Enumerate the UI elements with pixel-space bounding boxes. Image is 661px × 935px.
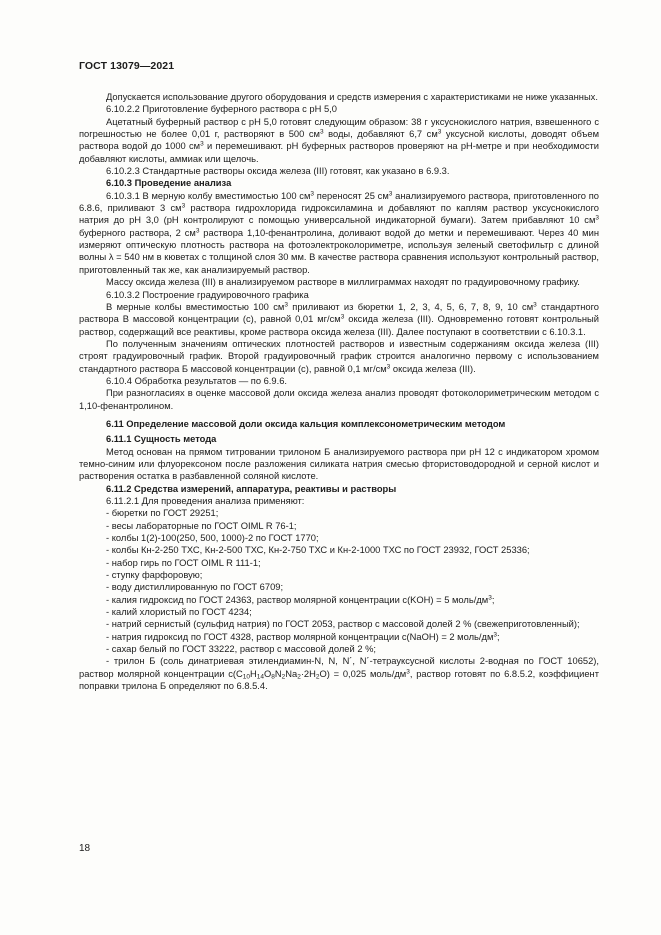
clause-6-11-2-1: 6.11.2.1 Для проведения анализа применяют:: [106, 496, 305, 506]
list-item: - калий хлористый по ГОСТ 4234;: [106, 607, 252, 618]
clause-6-10-2-3: 6.10.2.3 Стандартные растворы оксида железа (III) готовят, как указано в 6.9.3.: [106, 166, 450, 177]
paragraph: По полученным значениям оптических плотностей растворов и известным содержаниям оксида железа (III) строят градуировочный график. Второй градуировочный график строится аналогично первому с использованием стандартного раствора Б массовой концентрации (c), равной 0,1 $мг/см^3$ оксида железа (III).: [79, 338, 599, 374]
list-item: - натрий сернистый (сульфид натрия) по ГОСТ 2053, раствор с массовой долей 2 % (свежеприготовленный);: [106, 619, 580, 630]
list-item: - ступку фарфоровую;: [106, 570, 203, 581]
section-heading-6-11: 6.11 Определение массовой доли оксида кальция комплексонометрическим методом: [106, 418, 506, 429]
paragraph: Ацетатный буферный раствор с рН 5,0 готовят следующим образом: 38 г уксуснокислого натрия, взвешенного с погрешностью не более 0,01 г, растворяют в 500 $см^3$ воды, добавляют 6,7 $см^3$ уксусной кислоты, доводят объем раствора водой до 1000 $см^3$ и перемешивают. рН буферных растворов проверяют на рН-метре и при необходимости добавляют кислоты, аммиак или щелочь.: [79, 116, 599, 164]
list-item: - весы лабораторные по ГОСТ OIML R 76-1;: [106, 520, 297, 531]
list-item: - трилон Б (соль динатриевая этилендиамин-N, N, N´, N´-тетрауксусной кислоты 2-водная по ГОСТ 10652), раствор молярной концентрации $c(C_{10}H_{14}O_8N_2Na_2\cdot 2H_2O) = 0,025$ моль/$дм^3$, раствор готовят по 6.8.5.2, коэффициент поправки трилона Б определяют по 6.8.5.4.: [79, 656, 599, 692]
list-item: - натрия гидроксид по ГОСТ 4328, раствор молярной концентрации c(NaOH) = 2 моль/$дм^3$;: [106, 631, 500, 642]
paragraph: Метод основан на прямом титровании трилоном Б анализируемого раствора при рН 12 с индикатором хромом темно-синим или флуорексоном после разложения силиката натрия смесью фтористоводородной и серной кислот и растворения остатка в разбавленной соляной кислоте.: [79, 446, 599, 482]
paragraph: При разногласиях в оценке массовой доли оксида железа анализ проводят фотоколориметрическим методом с 1,10-фенантролином.: [79, 388, 599, 411]
clause-6-10-4: 6.10.4 Обработка результатов — по 6.9.6.: [106, 375, 287, 386]
list-item: - колбы Кн-2-250 ТХС, Кн-2-500 ТХС, Кн-2-750 ТХС и Кн-2-1000 ТХС по ГОСТ 23932, ГОСТ 25336;: [106, 545, 530, 556]
clause-6-10-2-2: 6.10.2.2 Приготовление буферного раствора с рН 5,0: [106, 104, 337, 115]
clause-6-10-3-1: 6.10.3.1 В мерную колбу вместимостью 100 $см^3$ переносят 25 $см^3$ анализируемого раствора, приготовленного по 6.8.6, приливают 3 $см^3$ раствора гидрохлорида гидроксиламина и добавляют по каплям раствор уксуснокислого натрия до рН 3,0 (рН контролируют с помощью универсальной индикаторной бумаги). Затем прибавляют 10 $см^3$ буферного раствора, 2 $см^3$ раствора 1,10-фенантролина, доливают водой до метки и перемешивают. Через 40 мин измеряют оптическую плотность раствора на фотоэлектроколориметре, используя зеленый светофильтр с длиной волны λ = 540 нм в кюветах с толщиной слоя 30 мм. В качестве раствора сравнения используют контрольный раствор, приготовленный так же, как анализируемый раствор.: [79, 190, 599, 275]
list-item: - воду дистиллированную по ГОСТ 6709;: [106, 582, 284, 593]
list-item: - набор гирь по ГОСТ OIML R 111-1;: [106, 557, 261, 568]
page-number: 18: [79, 843, 91, 854]
section-heading-6-10-3: 6.10.3 Проведение анализа: [106, 178, 232, 189]
list-item: - сахар белый по ГОСТ 33222, раствор с массовой долей 2 %;: [106, 644, 377, 655]
section-heading-6-11-1: 6.11.1 Сущность метода: [106, 434, 217, 445]
paragraph: Массу оксида железа (III) в анализируемом растворе в миллиграммах находят по градуировочному графику.: [106, 277, 580, 288]
section-heading-6-11-2: 6.11.2 Средства измерений, аппаратура, реактивы и растворы: [106, 483, 397, 494]
paragraph: В мерные колбы вместимостью 100 $см^3$ приливают из бюретки 1, 2, 3, 4, 5, 6, 7, 8, 9, 10 $см^3$ стандартного раствора В массовой концентрации (c), равной 0,01 $мг/см^3$ оксида железа (III). Одновременно готовят контрольный раствор, содержащий все реактивы, кроме раствора оксида железа (III). Далее поступают в соответствии с 6.10.3.1.: [79, 301, 599, 337]
list-item: - колбы 1(2)-100(250, 500, 1000)-2 по ГОСТ 1770;: [106, 533, 319, 544]
list-item: - бюретки по ГОСТ 29251;: [106, 508, 219, 519]
paragraph: Допускается использование другого оборудования и средств измерения с характеристиками не ниже указанных.: [106, 92, 598, 102]
list-item: - калия гидроксид по ГОСТ 24363, раствор молярной концентрации c(KOH) = 5 моль/$дм^3$;: [106, 594, 495, 605]
clause-6-10-3-2: 6.10.3.2 Построение градуировочного графика: [106, 289, 309, 300]
document-body: [79, 91, 599, 693]
document-header: ГОСТ 13079—2021: [79, 60, 175, 72]
